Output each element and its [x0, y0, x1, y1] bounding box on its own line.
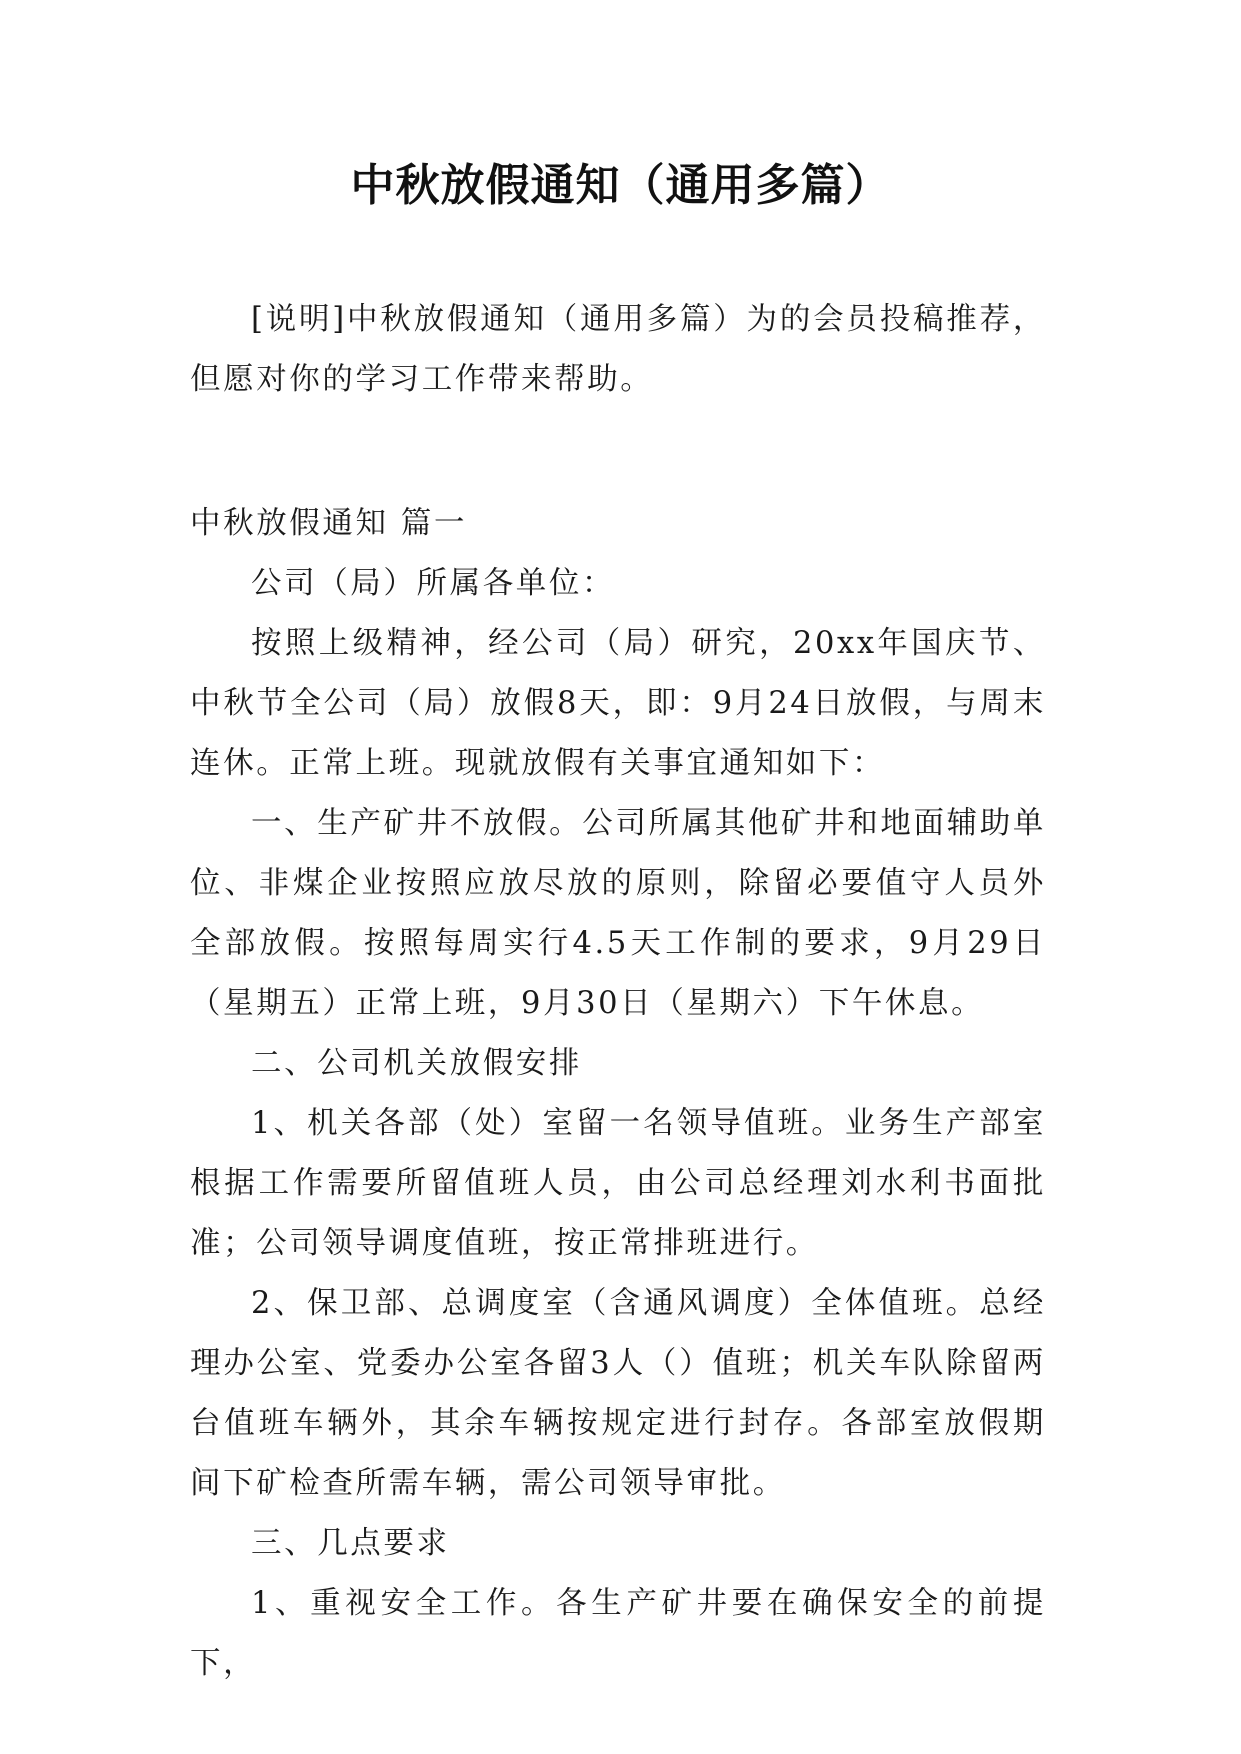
- document-body: [190, 290, 1046, 1694]
- body-paragraph: 1、机关各部（处）室留一名领导值班。业务生产部室根据工作需要所留值班人员，由公司总经理刘水利书面批准；公司领导调度值班，按正常排班进行。: [190, 1106, 1046, 1261]
- document-title: 中秋放假通知（通用多篇）: [350, 160, 891, 211]
- body-paragraph: 2、保卫部、总调度室（含通风调度）全体值班。总经理办公室、党委办公室各留3人（）值班；机关车队除留两台值班车辆外，其余车辆按规定进行封存。各部室放假期间下矿检查所需车辆，需公司领导审批。: [190, 1286, 1046, 1501]
- body-paragraph: 一、生产矿井不放假。公司所属其他矿井和地面辅助单位、非煤企业按照应放尽放的原则，除留必要值守人员外全部放假。按照每周实行4.5天工作制的要求，9月29日（星期五）正常上班，9月30日（星期六）下午休息。: [190, 806, 1046, 1021]
- section-spacer: [190, 410, 1046, 494]
- subheading-paragraph: 三、几点要求: [251, 1526, 450, 1561]
- body-paragraph: 按照上级精神，经公司（局）研究，20xx年国庆节、中秋节全公司（局）放假8天，即：9月24日放假，与周末连休。正常上班。现就放假有关事宜通知如下：: [190, 626, 1046, 781]
- body-paragraph: 1、重视安全工作。各生产矿井要在确保安全的前提下，: [190, 1586, 1046, 1681]
- intro-paragraph: [说明]中秋放假通知（通用多篇）为的会员投稿推荐，但愿对你的学习工作带来帮助。: [190, 302, 1046, 397]
- salutation-paragraph: 公司（局）所属各单位：: [251, 566, 616, 601]
- subheading-paragraph: 二、公司机关放假安排: [251, 1046, 582, 1081]
- section-heading: 中秋放假通知 篇一: [190, 506, 468, 541]
